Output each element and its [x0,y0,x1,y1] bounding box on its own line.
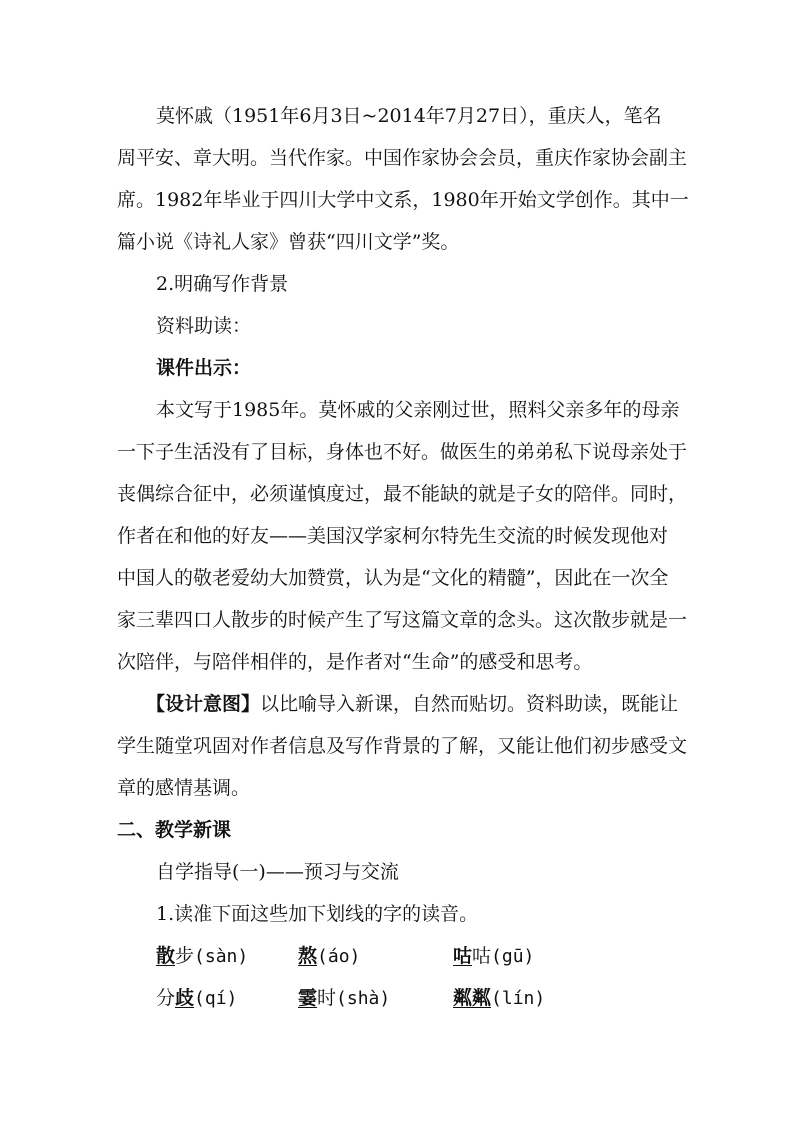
pronunciation-item: 熬(áo) [298,945,361,967]
context-line-3: 丧偶综合征中，必须谨慎度过，最不能缺的就是子女的陪伴。同时， [117,483,688,505]
design-intent-line-2: 学生随堂巩固对作者信息及写作背景的了解，又能让他们初步感受文 [117,735,688,757]
context-line-7: 次陪伴，与陪伴相伴的，是作者对“生命”的感受和思考。 [117,651,593,673]
background-heading: 2.明确写作背景 [156,273,289,295]
context-line-5: 中国人的敬老爱幼大加赞赏，认为是“文化的精髓”，因此在一次全 [117,567,669,589]
bio-line-2: 周平安、章大明。当代作家。中国作家协会会员，重庆作家协会副主 [117,147,688,169]
design-intent-line-3: 章的感情基调。 [117,777,251,799]
self-study-guide: 自学指导(一)——预习与交流 [156,861,399,883]
bio-line-1: 莫怀戚（1951年6月3日~2014年7月27日），重庆人，笔名 [156,105,662,127]
context-line-4: 作者在和他的好友——美国汉学家柯尔特先生交流的时候发现他对 [117,525,669,547]
courseware-label: 课件出示： [156,357,252,379]
reading-label: 资料助读： [156,315,252,337]
pronunciation-item: 粼粼(lín) [453,987,546,1009]
bio-line-4: 篇小说《诗礼人家》曾获“四川文学”奖。 [117,231,460,253]
context-line-1: 本文写于1985年。莫怀戚的父亲刚过世，照料父亲多年的母亲 [156,399,680,421]
bio-line-3: 席。1982年毕业于四川大学中文系，1980年开始文学创作。其中一 [117,189,689,211]
pronunciation-row-2 [156,986,716,1010]
design-intent-line-1 [146,692,678,716]
design-intent-text: 以比喻导入新课，自然而贴切。资料助读，既能让 [260,693,679,715]
pronunciation-row-1 [156,944,716,968]
pronunciation-item: 咕咕(gū) [453,945,535,967]
context-line-6: 家三辈四口人散步的时候产生了写这篇文章的念头。这次散步就是一 [117,609,688,631]
pronunciation-item: 散步(sàn) [156,945,249,967]
pronunciation-item: 霎时(shà) [298,987,391,1009]
context-line-2: 一下子生活没有了目标，身体也不好。做医生的弟弟私下说母亲处于 [117,441,688,463]
pronunciation-item: 分歧(qí) [156,987,238,1009]
task-instruction: 1.读准下面这些加下划线的字的读音。 [156,903,479,925]
section-heading: 二、教学新课 [117,819,232,841]
design-intent-label: 【设计意图】 [146,693,261,715]
